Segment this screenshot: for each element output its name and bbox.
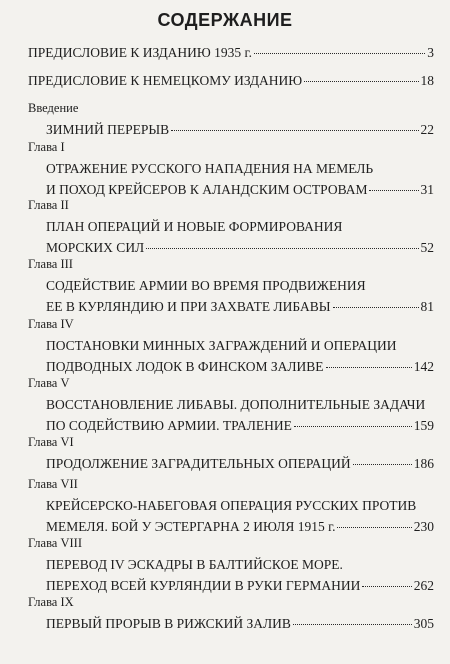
entry-title-line: ВОССТАНОВЛЕНИЕ ЛИБАВЫ. ДОПОЛНИТЕЛЬНЫЕ ЗАДАЧИ [46,397,426,412]
entry-title: ПРЕДИСЛОВИЕ К ИЗДАНИЮ 1935 г. [28,45,252,60]
leader-dots [171,130,418,131]
page-number: 52 [420,240,434,255]
toc-entry-chapter-3[interactable] [28,257,434,317]
entry-title-line: ЕЕ В КУРЛЯНДИЮ И ПРИ ЗАХВАТЕ ЛИБАВЫ [46,299,331,314]
chapter-label: Глава IV [28,317,74,331]
page-number: 31 [420,182,434,197]
toc-entry-chapter-2[interactable] [28,198,434,258]
leader-dots [369,190,418,191]
page-number: 22 [420,122,434,137]
entry-title-line: КРЕЙСЕРСКО-НАБЕГОВАЯ ОПЕРАЦИЯ РУССКИХ ПРОТИВ [46,498,417,513]
leader-dots [326,367,412,368]
page-number: 81 [420,299,434,314]
leader-dots [333,307,419,308]
entry-title-line: ПЕРВЫЙ ПРОРЫВ В РИЖСКИЙ ЗАЛИВ [46,616,291,631]
leader-dots [294,426,412,427]
leader-dots [337,527,411,528]
entry-title-line: ПЕРЕХОД ВСЕЙ КУРЛЯНДИИ В РУКИ ГЕРМАНИИ [46,578,361,593]
chapter-label: Глава III [28,257,73,271]
leader-dots [293,624,412,625]
toc-entry-preface-1935[interactable] [28,42,434,63]
entry-title-line: ПРОДОЛЖЕНИЕ ЗАГРАДИТЕЛЬНЫХ ОПЕРАЦИЙ [46,456,351,471]
entry-title-line: МЕМЕЛЯ. БОЙ У ЭСТЕРГАРНА 2 ИЮЛЯ 1915 г. [46,519,336,534]
toc-entry-chapter-6[interactable] [28,435,434,474]
chapter-label: Глава V [28,376,70,390]
entry-title-line: ПОСТАНОВКИ МИННЫХ ЗАГРАЖДЕНИЙ И ОПЕРАЦИИ [46,338,397,353]
toc-entry-chapter-4[interactable] [28,317,434,377]
leader-dots [362,586,411,587]
leader-dots [254,53,425,54]
entry-title-line: СОДЕЙСТВИЕ АРМИИ ВО ВРЕМЯ ПРОДВИЖЕНИЯ [46,278,366,293]
leader-dots [146,248,418,249]
page-number: 230 [413,519,434,534]
page-number: 186 [413,456,434,471]
entry-title-line: ПЛАН ОПЕРАЦИЙ И НОВЫЕ ФОРМИРОВАНИЯ [46,219,343,234]
toc-entry-chapter-7[interactable] [28,477,434,537]
page-number: 305 [413,616,434,631]
chapter-label: Глава I [28,140,65,154]
entry-title: ЗИМНИЙ ПЕРЕРЫВ [46,122,170,137]
page-number: 3 [427,45,434,60]
entry-title: ПРЕДИСЛОВИЕ К НЕМЕЦКОМУ ИЗДАНИЮ [28,73,303,88]
leader-dots [353,464,412,465]
page-number: 262 [413,578,434,593]
toc-entry-chapter-1[interactable] [28,140,434,200]
entry-title-line: ОТРАЖЕНИЕ РУССКОГО НАПАДЕНИЯ НА МЕМЕЛЬ [46,161,374,176]
toc-entry-introduction[interactable] [28,101,434,140]
entry-title-line: ПО СОДЕЙСТВИЮ АРМИИ. ТРАЛЕНИЕ [46,418,292,433]
toc-entry-chapter-8[interactable] [28,536,434,596]
chapter-label: Глава VII [28,477,78,491]
page-number: 159 [413,418,434,433]
leader-dots [304,81,418,82]
toc-entry-chapter-5[interactable] [28,376,434,436]
entry-title-line: МОРСКИХ СИЛ [46,240,145,255]
chapter-label: Глава VI [28,435,74,449]
entry-title-line: ПОДВОДНЫХ ЛОДОК В ФИНСКОМ ЗАЛИВЕ [46,359,324,374]
entry-title-line: И ПОХОД КРЕЙСЕРОВ К АЛАНДСКИМ ОСТРОВАМ [46,182,368,197]
page-number: 18 [420,73,434,88]
toc-entry-preface-german[interactable] [28,70,434,91]
chapter-label: Глава IX [28,595,74,609]
chapter-label: Глава II [28,198,69,212]
toc-entry-chapter-9[interactable] [28,595,434,634]
entry-title-line: ПЕРЕВОД IV ЭСКАДРЫ В БАЛТИЙСКОЕ МОРЕ. [46,557,343,572]
section-label: Введение [28,101,79,115]
page-title: СОДЕРЖАНИЕ [157,10,293,30]
page-number: 142 [413,359,434,374]
chapter-label: Глава VIII [28,536,82,550]
